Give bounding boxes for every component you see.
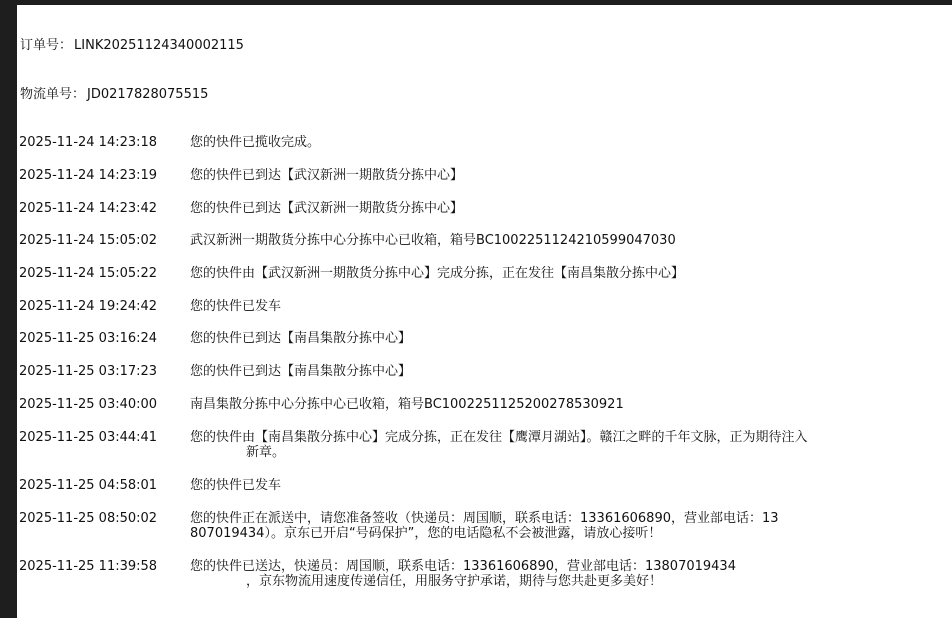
- tracking-time: 2025-11-24 14:23:19: [19, 168, 158, 183]
- logistics-number-value: JD0217828075515: [87, 87, 209, 102]
- tracking-time: 2025-11-24 15:05:22: [19, 266, 158, 281]
- tracking-time: 2025-11-25 11:39:58: [19, 559, 158, 574]
- logistics-number-label: 物流单号：: [20, 87, 86, 102]
- tracking-description-line: 您的快件已发车: [190, 299, 282, 314]
- tracking-time: 2025-11-24 19:24:42: [19, 299, 158, 314]
- tracking-time: 2025-11-25 03:16:24: [19, 331, 158, 346]
- tracking-description-line: 您的快件已到达【南昌集散分拣中心】: [190, 331, 412, 346]
- order-number-label: 订单号：: [20, 38, 73, 53]
- tracking-description: [190, 299, 950, 314]
- tracking-time: 2025-11-24 14:23:18: [19, 135, 158, 150]
- tracking-description-line: 您的快件已到达【南昌集散分拣中心】: [190, 364, 412, 379]
- tracking-time: 2025-11-24 15:05:02: [19, 233, 158, 248]
- tracking-description-line: 您的快件正在派送中，请您准备签收（快递员：周国顺，联系电话：13361606890，营业部电话：13: [190, 511, 779, 526]
- tracking-description-continuation: 807019434）。京东已开启“号码保护”，您的电话隐私不会被泄露，请放心接听！: [190, 526, 662, 541]
- tracking-description-line: 南昌集散分拣中心分拣中心已收箱，箱号BC1002251125200278530921: [190, 397, 624, 412]
- tracking-description: [190, 266, 950, 281]
- tracking-description-line: 您的快件由【武汉新洲一期散货分拣中心】完成分拣，正在发往【南昌集散分拣中心】: [190, 266, 685, 281]
- tracking-time: 2025-11-25 08:50:02: [19, 511, 158, 526]
- tracking-description-continuation: ，京东物流用速度传递信任，用服务守护承诺，期待与您共赴更多美好！: [246, 574, 663, 589]
- tracking-description: [190, 511, 950, 541]
- tracking-description: [190, 430, 950, 460]
- tracking-description: [190, 331, 950, 346]
- tracking-description-line: 您的快件已发车: [190, 478, 282, 493]
- tracking-description: [190, 559, 950, 589]
- tracking-description-line: 您的快件由【南昌集散分拣中心】完成分拣，正在发往【鹰潭月湖站】。赣江之畔的千年文脉，正为期待注入: [190, 430, 808, 445]
- tracking-description: [190, 168, 950, 183]
- tracking-time: 2025-11-24 14:23:42: [19, 201, 158, 216]
- tracking-description: [190, 478, 950, 493]
- tracking-time: 2025-11-25 03:40:00: [19, 397, 158, 412]
- tracking-time: 2025-11-25 03:17:23: [19, 364, 158, 379]
- logistics-number-row: [20, 87, 208, 103]
- tracking-time: 2025-11-25 03:44:41: [19, 430, 158, 445]
- tracking-description-line: 您的快件已到达【武汉新洲一期散货分拣中心】: [190, 168, 464, 183]
- tracking-description: [190, 364, 950, 379]
- tracking-description-continuation: 新章。: [246, 445, 286, 460]
- order-number-row: [20, 38, 244, 54]
- left-window-edge: [0, 0, 17, 618]
- tracking-description: [190, 233, 950, 248]
- tracking-description: [190, 135, 950, 150]
- tracking-description-line: 您的快件已揽收完成。: [190, 135, 321, 150]
- tracking-description-line: 您的快件已送达，快递员：周国顺，联系电话：13361606890，营业部电话：13807019434: [190, 559, 736, 574]
- tracking-description-line: 您的快件已到达【武汉新洲一期散货分拣中心】: [190, 201, 464, 216]
- tracking-time: 2025-11-25 04:58:01: [19, 478, 158, 493]
- tracking-panel: [17, 5, 952, 618]
- order-number-value: LINK20251124340002115: [74, 38, 244, 53]
- tracking-description: [190, 397, 950, 412]
- tracking-description: [190, 201, 950, 216]
- tracking-description-line: 武汉新洲一期散货分拣中心分拣中心已收箱，箱号BC1002251124210599047030: [190, 233, 676, 248]
